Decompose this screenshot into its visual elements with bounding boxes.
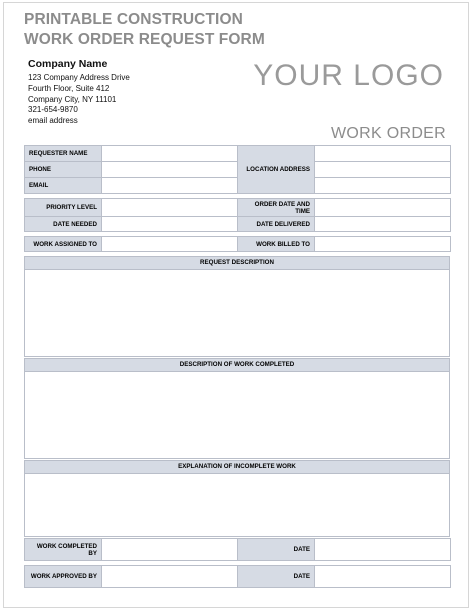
company-address-line3: Company City, NY 11101 — [28, 94, 117, 104]
order-date-time-field[interactable] — [315, 199, 451, 217]
priority-level-field[interactable] — [102, 199, 238, 217]
approved-date-label: DATE — [238, 566, 315, 588]
work-completed-section — [24, 358, 450, 459]
company-info — [28, 58, 130, 127]
approved-date-field[interactable] — [315, 566, 451, 588]
request-description-field[interactable] — [24, 270, 450, 357]
incomplete-work-header: EXPLANATION OF INCOMPLETE WORK — [24, 460, 450, 474]
email-field[interactable] — [102, 178, 238, 194]
priority-level-label: PRIORITY LEVEL — [25, 199, 102, 217]
requester-name-label: REQUESTER NAME — [25, 146, 102, 162]
work-completed-by-field[interactable] — [102, 539, 238, 561]
company-address-line2: Fourth Floor, Suite 412 — [28, 83, 110, 93]
date-needed-field[interactable] — [102, 217, 238, 232]
work-billed-to-field[interactable] — [315, 237, 451, 252]
completed-date-field[interactable] — [315, 539, 451, 561]
form-title-line1: PRINTABLE CONSTRUCTION — [24, 11, 243, 28]
request-description-section — [24, 256, 450, 357]
work-assigned-to-label: WORK ASSIGNED TO — [25, 237, 102, 252]
work-approved-by-label: WORK APPROVED BY — [25, 566, 102, 588]
order-date-time-label: ORDER DATE AND TIME — [238, 199, 315, 217]
location-address-label: LOCATION ADDRESS — [238, 146, 315, 194]
company-name: Company Name — [28, 58, 108, 70]
dates-table — [24, 198, 451, 232]
approval-table — [24, 565, 451, 588]
company-email: email address — [28, 116, 78, 126]
date-needed-label: DATE NEEDED — [25, 217, 102, 232]
requester-table — [24, 145, 451, 194]
company-address-line1: 123 Company Address Drive — [28, 73, 130, 82]
form-title — [24, 10, 265, 50]
work-completed-field[interactable] — [24, 372, 450, 459]
location-address-field-1[interactable] — [315, 146, 451, 162]
document-title: WORK ORDER — [331, 125, 446, 142]
work-completed-header: DESCRIPTION OF WORK COMPLETED — [24, 358, 450, 372]
completed-date-label: DATE — [238, 539, 315, 561]
assignment-table — [24, 236, 451, 252]
email-label: EMAIL — [25, 178, 102, 194]
date-delivered-field[interactable] — [315, 217, 451, 232]
work-completed-by-label: WORK COMPLETED BY — [25, 539, 102, 561]
company-phone: 321-654-9870 — [28, 105, 78, 115]
logo-placeholder: YOUR LOGO — [253, 59, 444, 92]
incomplete-work-section — [24, 460, 450, 537]
form-title-line2: WORK ORDER REQUEST FORM — [24, 31, 265, 48]
incomplete-work-field[interactable] — [24, 474, 450, 537]
location-address-field-3[interactable] — [315, 178, 451, 194]
signoff-table — [24, 538, 451, 561]
work-approved-by-field[interactable] — [102, 566, 238, 588]
location-address-field-2[interactable] — [315, 162, 451, 178]
request-description-header: REQUEST DESCRIPTION — [24, 256, 450, 270]
phone-field[interactable] — [102, 162, 238, 178]
work-assigned-to-field[interactable] — [102, 237, 238, 252]
phone-label: PHONE — [25, 162, 102, 178]
requester-name-field[interactable] — [102, 146, 238, 162]
date-delivered-label: DATE DELIVERED — [238, 217, 315, 232]
work-billed-to-label: WORK BILLED TO — [238, 237, 315, 252]
